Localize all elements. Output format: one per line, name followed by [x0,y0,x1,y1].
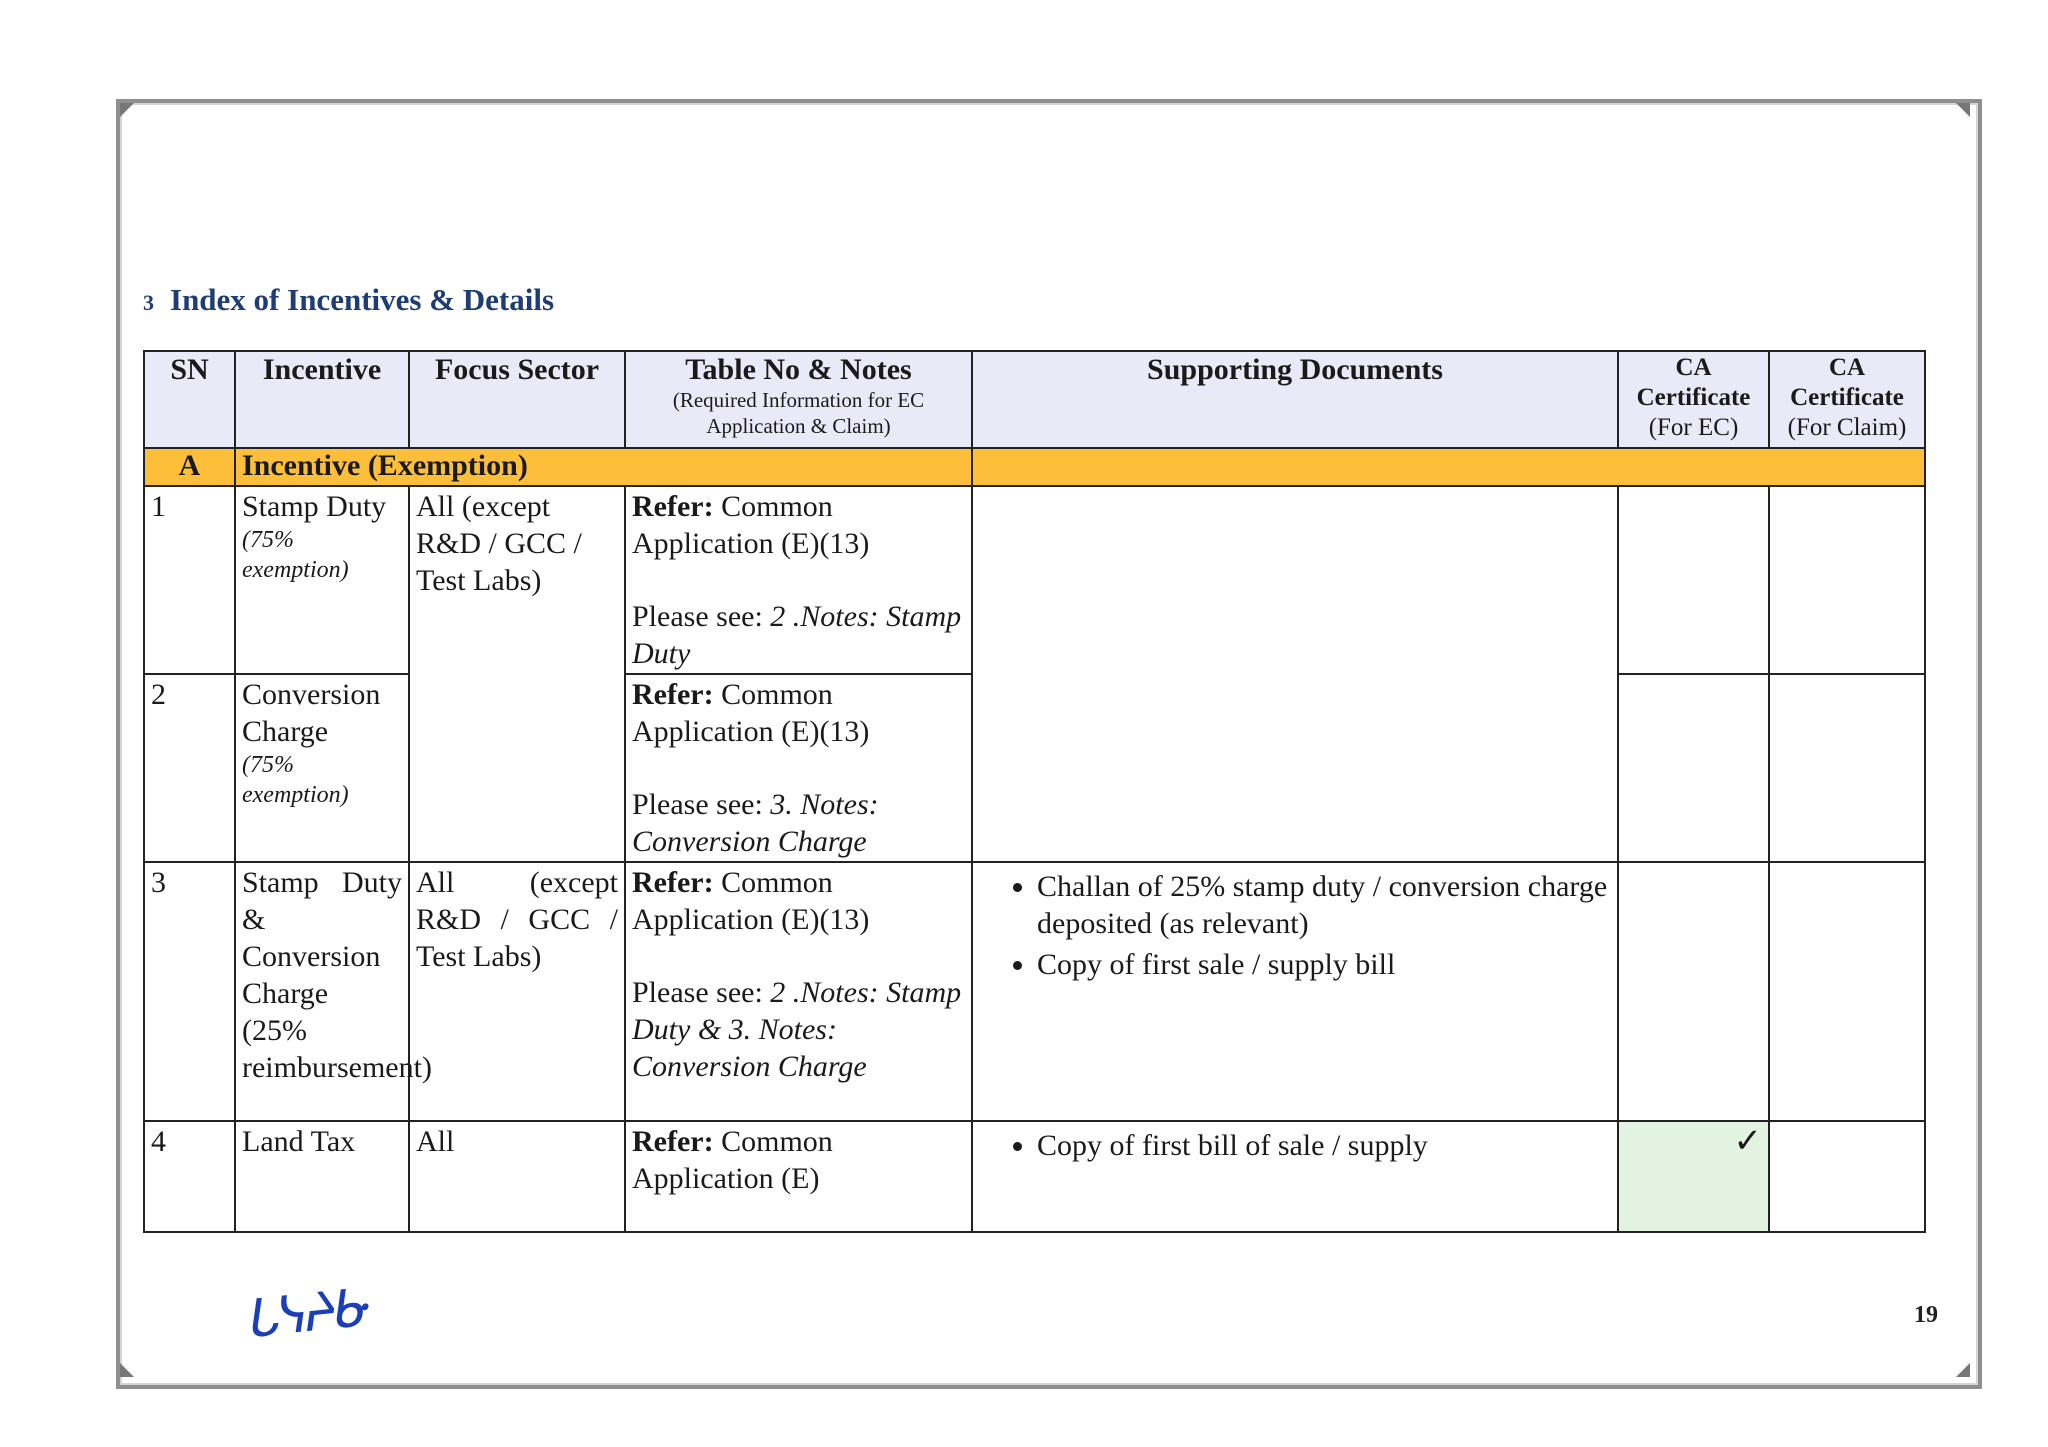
see-text: 2 .Notes: Stamp Duty [632,600,962,670]
incentive-note: (75% exemption) [242,527,349,583]
table-row [144,486,1925,674]
row-incentive: Land Tax [235,1121,409,1232]
header-table-notes-title: Table No & Notes [685,353,912,386]
section-number: 3 [143,290,154,315]
table-row [144,1121,1925,1232]
header-ca-claim [1769,351,1925,448]
row-ca-claim [1769,1121,1925,1232]
row-supporting-documents [972,1121,1618,1232]
header-supporting-documents: Supporting Documents [972,351,1618,448]
row-ca-ec [1618,486,1769,674]
refer-text: Common Application (E) [632,1125,833,1195]
header-table-notes-subtitle: (Required Information for EC Application & Claim) [672,388,925,438]
documents-list [979,1127,1611,1164]
header-ca-ec-title: CA Certificate [1636,354,1751,411]
list-item: • Copy of first bill of sale / supply [1037,1127,1611,1164]
header-ca-ec [1618,351,1769,448]
section-heading [143,282,554,318]
header-focus-sector: Focus Sector [409,351,625,448]
row-ca-ec [1618,674,1769,862]
refer-label: Refer: [632,1125,714,1158]
row-incentive [235,862,432,1121]
see-text: 3. Notes: Conversion Charge [632,788,879,858]
refer-text: Common Application (E)(13) [632,678,870,748]
corner-ornament-top-right [1956,103,1970,117]
row-sn: 2 [144,674,235,862]
section-label: Incentive (Exemption) [235,448,972,486]
header-table-notes [625,351,972,448]
incentive-name: Conversion Charge [242,678,381,748]
header-ca-claim-title: CA Certificate [1790,354,1904,411]
row-sn: 4 [144,1121,235,1232]
row-supporting-documents [972,486,1618,862]
documents-list [979,868,1611,983]
incentives-table [143,350,1926,1233]
section-title: Index of Incentives & Details [170,282,555,317]
handwritten-signature: ᒐᓭᔨᑲ· [241,1277,373,1351]
section-fill [972,448,1925,486]
row-ca-claim [1769,674,1925,862]
incentive-name: Stamp Duty & Conversion Charge [242,866,402,1010]
row-table-notes [625,486,972,674]
refer-label: Refer: [632,678,714,711]
row-sn: 3 [144,862,235,1121]
row-incentive [235,486,409,674]
header-ca-ec-subtitle: (For EC) [1648,414,1739,441]
row-ca-ec [1618,862,1769,1121]
row-ca-claim [1769,486,1925,674]
row-ca-ec [1618,1121,1769,1232]
corner-ornament-top-left [120,103,134,117]
row-focus-sector: All (except R&D / GCC / Test Labs) [409,862,625,1121]
section-letter: A [144,448,235,486]
row-focus-sector: All [409,1121,625,1232]
row-supporting-documents [972,862,1618,1121]
incentive-note: (75% exemption) [242,752,349,808]
refer-text: Common Application (E)(13) [632,490,870,560]
see-label: Please see: [632,976,771,1009]
row-incentive [235,674,409,862]
list-item: • Challan of 25% stamp duty / conversion charge deposited (as relevant) [1037,868,1611,942]
refer-label: Refer: [632,490,714,523]
corner-ornament-bottom-left [120,1363,134,1377]
header-sn: SN [144,351,235,448]
row-ca-claim [1769,862,1925,1121]
checkmark-icon: ✓ [1733,1123,1762,1160]
see-label: Please see: [632,600,771,633]
row-focus-sector: All (except R&D / GCC / Test Labs) [409,486,625,862]
row-table-notes [625,1121,972,1232]
incentive-note: (25% reimbursement) [242,1014,432,1084]
table-row [144,862,1925,1121]
header-incentive: Incentive [235,351,409,448]
header-row [144,351,1925,448]
row-table-notes [625,674,972,862]
see-label: Please see: [632,788,771,821]
page-number: 19 [1914,1302,1938,1328]
see-text: 2 .Notes: Stamp Duty & 3. Notes: Conversion Charge [632,976,962,1083]
header-ca-claim-subtitle: (For Claim) [1787,414,1907,441]
corner-ornament-bottom-right [1956,1363,1970,1377]
refer-label: Refer: [632,866,714,899]
row-table-notes [625,862,972,1121]
list-item: • Copy of first sale / supply bill [1037,946,1611,983]
incentive-name: Stamp Duty [242,490,387,523]
row-sn: 1 [144,486,235,674]
refer-text: Common Application (E)(13) [632,866,870,936]
section-row-a [144,448,1925,486]
